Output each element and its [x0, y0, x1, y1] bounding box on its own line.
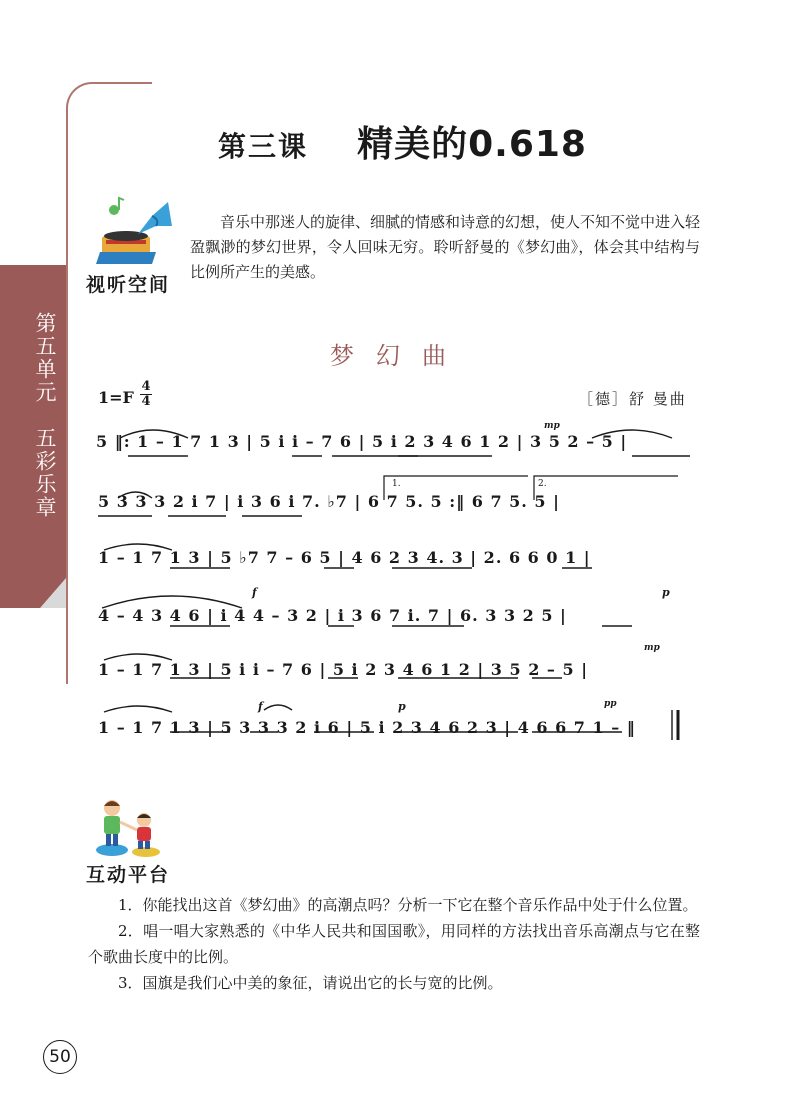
dynamic-mark: pp [604, 699, 617, 709]
lesson-number: 第三课 [218, 130, 309, 163]
dynamic-mark: p [662, 586, 670, 599]
score-line-3: 1 – 1 7 1 3 | 5 ♭7 7 – 6 5 | 4 6 2 3 4. 3 | 2. 6 6 0 1 | [98, 548, 591, 567]
score-line-4: 4 – 4 3 4 6 | i 4 4 – 3 2 | i 3 6 7 i. 7 | 6. 3 3 2 5 | [98, 606, 567, 625]
song-title: 梦幻曲 [330, 342, 468, 370]
score-line-5: 1 – 1 7 1 3 | 5 i i – 7 6 | 5 i 2 3 4 6 1 2 | 3 5 2 – 5 | [98, 660, 589, 679]
side-tab-fold [40, 578, 66, 608]
children-icon [94, 796, 166, 858]
score-line-6: 1 – 1 7 1 3 | 5 3 3 3 2 i 6 | 5 i 2 3 4 6 2 3 | 4 6 6 7 1 – ‖ [98, 718, 636, 737]
ending-label: 2. [538, 479, 547, 489]
dynamic-mark: f [258, 700, 263, 713]
time-signature-top: 4 [141, 379, 151, 394]
lesson-title: 精美的0.618 [357, 124, 587, 165]
composer-credit: ［德］舒 曼曲 [578, 390, 687, 408]
score-graphics [92, 420, 692, 750]
question-item: 2．唱一唱大家熟悉的《中华人民共和国国歌》，用同样的方法找出音乐高潮点与它在整个歌曲长度中的比例。 [88, 922, 700, 966]
time-signature [140, 380, 152, 409]
time-signature-bottom: 4 [141, 394, 151, 409]
page-number: 50 [43, 1040, 77, 1074]
question-item: 1．你能找出这首《梦幻曲》的高潮点吗？分析一下它在整个音乐作品中处于什么位置。 [118, 896, 698, 914]
score-line-1: 5 ‖: 1 – 1 7 1 3 | 5 i i – 7 6 | 5 i 2 3 4 6 1 2 | 3 5 2 – 5 | [96, 432, 628, 451]
question-list [88, 892, 700, 996]
score-line-2: 5 3 3 3 2 i 7 | i 3 6 i 7. ♭7 | 6 7 5. 5 :‖ 6 7 5. 5 | [98, 492, 560, 511]
key-signature: 1=F [98, 388, 134, 407]
question-item: 3．国旗是我们心中美的象征，请说出它的长与宽的比例。 [118, 974, 503, 992]
unit-label: 第五单元 五彩乐章 [33, 312, 57, 519]
ending-label: 1. [392, 479, 401, 489]
dynamic-mark: p [398, 700, 406, 713]
listening-section-label: 视听空间 [86, 274, 171, 296]
interaction-section-label: 互动平台 [86, 864, 171, 886]
dynamic-mark: mp [544, 421, 560, 431]
dynamic-mark: f [252, 586, 257, 599]
dynamic-mark: mp [644, 643, 660, 653]
intro-paragraph: 音乐中那迷人的旋律、细腻的情感和诗意的幻想，使人不知不觉中进入轻盈飘渺的梦幻世界，令人回味无穷。聆听舒曼的《梦幻曲》，体会其中结构与比例所产生的美感。 [190, 213, 701, 281]
gramophone-icon [94, 196, 174, 268]
page-title [218, 116, 587, 167]
